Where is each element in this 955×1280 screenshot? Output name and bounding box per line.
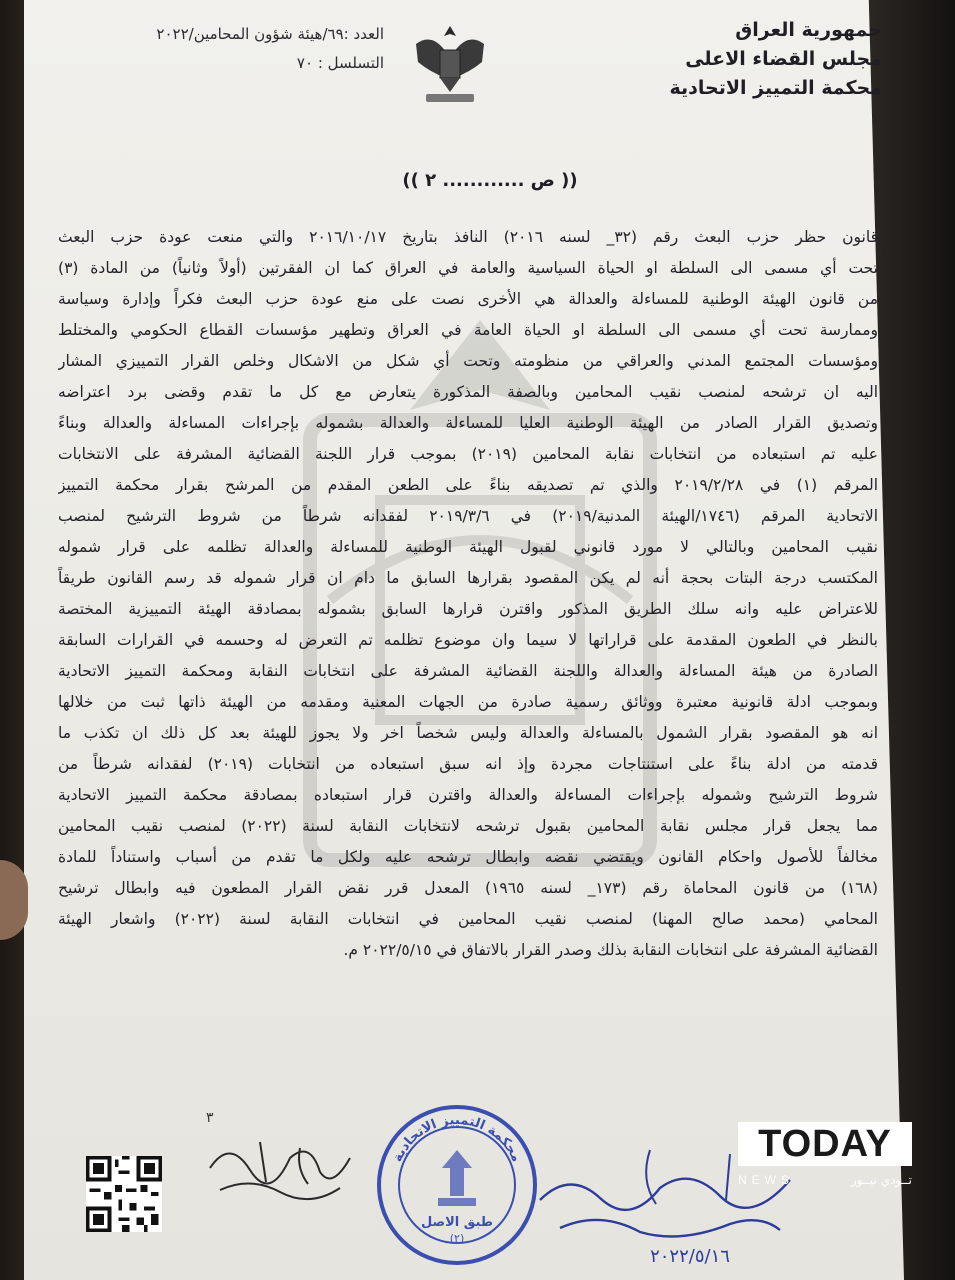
header-country: جمهورية العراق bbox=[735, 19, 882, 41]
body-line: الاتحادية المرقم (١٧٤٦/الهيئة المدنية/٢٠١٩) في ٢٠١٩/٣/٦ لفقدانه شرطاً من شروط الترشيح لمنصب bbox=[58, 507, 878, 525]
body-line: شروط الترشيح وشموله بإجراءات المساءلة والعدالة واقترن قرار استبعاده بمصادقة محكمة التمييز الاتحادية bbox=[58, 786, 878, 804]
reference-serial: التسلسل : ٧٠ bbox=[296, 54, 384, 72]
stamp-top-text: محكمة التمييز الاتحادية bbox=[390, 1113, 524, 1165]
header-court: محكمة التمييز الاتحادية bbox=[669, 77, 882, 99]
body-line: بالنظر في الطعون المقدمة على قراراتها لا سيما وان موضوع تظلمه تم التعرض له وحسمه في القرارات السابقة bbox=[58, 631, 878, 649]
body-line: المرقم (١) في ٢٠١٩/٢/٢٨ والذي تم تصديقه بناءً على الطعن المقدم من المرشح بقرار محكمة التمييز bbox=[58, 476, 878, 494]
page-marker: (( ص ............ ٢ )) bbox=[402, 170, 578, 191]
body-line: تحت أي مسمى الى السلطة او الحياة السياسية والعامة في العراق كما ان الفقرتين (أولاً وثانياً) من المادة (٣) bbox=[58, 259, 878, 277]
body-line: ومؤسسات المجتمع المدني والعراقي من منظومته وتحت أي شكل من الاشكال وخلص القرار التمييزي المشار bbox=[58, 352, 878, 370]
header-council: مجلس القضاء الاعلى bbox=[685, 48, 882, 70]
handwritten-date: ٢٠٢٢/٥/١٦ bbox=[650, 1246, 730, 1267]
body-line: المحامي (محمد صالح المهنا) لمنصب نقيب المحامين في انتخابات النقابة لسنة (٢٠٢٢) واشعار الهيئة bbox=[58, 910, 878, 928]
body-line: المكتسب درجة البتات بحجة أنه لم يكن المقصود بقرارها السابق ما دام ان قرار شموله قد رسم القانون طريقاً bbox=[58, 569, 878, 587]
body-line: الصادرة من هيئة المساءلة والعدالة واللجنة القضائية المشرفة على انتخابات النقابة ومحكمة التمييز الاتحادية bbox=[58, 662, 878, 680]
body-line: اليه ان ترشحه لمنصب نقيب المحامين وبالصفة المذكورة يتعارض مع كل ما تقدم وقضى برد اعتراضه bbox=[58, 383, 878, 401]
reference-number: العدد :٦٩/هيئة شؤون المحامين/٢٠٢٢ bbox=[156, 25, 384, 43]
header-issuer bbox=[642, 16, 882, 103]
iraq-eagle-emblem-icon bbox=[412, 22, 488, 106]
body-line: وممارسة تحت أي مسمى الى السلطة او الحياة العامة في العراق وتطهير مؤسسات القطاع الحكومي والمختلط bbox=[58, 321, 878, 339]
header-reference bbox=[116, 20, 384, 78]
body-line: (١٦٨) من قانون المحاماة رقم (١٧٣_ لسنه ١٩٦٥) المعدل قرر نقض القرار المطعون فيه وابطال ترشيح bbox=[58, 879, 878, 897]
logo-arabic: تــودي نيــوز bbox=[850, 1173, 912, 1187]
body-line: نقيب المحامين وبالتالي لا مورد قانوني لقبول الهيئة الوطنية للمساءلة والعدالة تظلمه على قرار شموله bbox=[58, 538, 878, 556]
logo-brand: TODAY bbox=[738, 1122, 912, 1166]
body-line: عليه تم استبعاده من انتخابات نقابة المحامين (٢٠١٩) بموجب قرار اللجنة القضائية المشرفة على الانتخابات bbox=[58, 445, 878, 463]
stamp-bottom-text: طبق الاصل bbox=[420, 1215, 494, 1230]
body-line: القضائية المشرفة على انتخابات النقابة بذلك وصدر القرار بالاتفاق في ٢٠٢٢/٥/١٥ م. bbox=[343, 941, 878, 959]
judge-signatures bbox=[200, 1128, 370, 1208]
body-line: مما يجعل قرار مجلس نقابة المحامين بقبول ترشحه لانتخابات النقابة لسنة (٢٠٢٢) لمنصب نقيب المحامين bbox=[58, 817, 878, 835]
body-line: مخالفاً للأصول واحكام القانون ويقتضي نقضه وابطال ترشحه عليه ولكل ما تقدم من أسباب واستناداً للمادة bbox=[58, 848, 878, 866]
body-line: قدمته من ادلة بناءً على استنتاجات مجردة وإذ انه سبق استبعاده من انتخابات (٢٠١٩) لفقدانه شرطاً من bbox=[58, 755, 878, 773]
body-line: من قانون الهيئة الوطنية للمساءلة والعدالة هي الأخرى نصت على منع عودة حزب البعث فكراً وإدارة وسياسة bbox=[58, 290, 878, 308]
qr-code bbox=[86, 1156, 162, 1232]
stamp-number: (٢) bbox=[449, 1232, 465, 1245]
body-line: انه هو المقصود بقرار الشمول بالمساءلة والعدالة وليس شخصاً اخر ولا يجوز للهيئة بعد كل ذلك ان تكذب ما bbox=[58, 724, 878, 742]
body-line: قانون حظر حزب البعث رقم (٣٢_ لسنه ٢٠١٦) النافذ بتاريخ ٢٠١٦/١٠/١٧ والتي منعت عودة حزب البعث bbox=[58, 228, 878, 246]
body-line: وبموجب ادلة قانونية معتبرة ووثائق رسمية صادرة من الجهات المعنية ومقدمه من الهيئة ذاتها ثبت من خلالها bbox=[58, 693, 878, 711]
court-seal-stamp bbox=[372, 1100, 542, 1270]
today-news-logo bbox=[738, 1122, 912, 1198]
decision-body bbox=[58, 222, 878, 966]
body-line: للاعتراض عليه وانه سلك الطريق المذكور واقترن قرارها السابق بشموله بمصادقة الهيئة التمييزية المختصة bbox=[58, 600, 878, 618]
body-line: وتصديق القرار الصادر من الهيئة الوطنية العليا للمساءلة والعدالة بشموله بإجراءات المساءلة والعدالة وبناءً bbox=[58, 414, 878, 432]
logo-tagline: NEWS bbox=[738, 1173, 794, 1187]
page-number-mark: ٣ bbox=[206, 1110, 214, 1126]
